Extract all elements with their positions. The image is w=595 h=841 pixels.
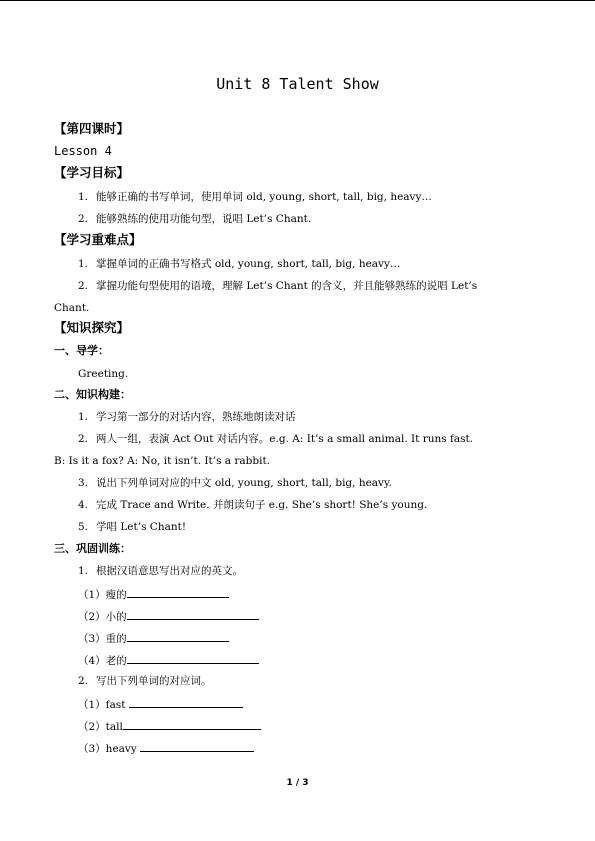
answer-blank[interactable]	[127, 586, 229, 598]
build-text: 说出下列单词对应的中文 old, young, short, tall, big, heavy.	[96, 477, 392, 489]
goal-num: 2.	[78, 213, 89, 225]
key-point-item-2	[78, 279, 477, 293]
answer-blank[interactable]	[140, 740, 254, 752]
lesson-label: Lesson 4	[54, 144, 112, 158]
answer-blank[interactable]	[127, 630, 229, 642]
build-item-2	[78, 432, 473, 446]
build-item-1	[78, 410, 296, 424]
page-title: Unit 8 Talent Show	[216, 75, 379, 93]
goal-text: 能够熟练的使用功能句型，说唱 Let’s Chant.	[96, 213, 312, 225]
goal-item-1	[78, 190, 432, 204]
fill-label: （3）重的	[78, 633, 127, 645]
build-text: 学唱 Let’s Chant!	[96, 521, 187, 533]
fill-label: （1）fast	[78, 699, 126, 711]
answer-blank[interactable]	[127, 652, 259, 664]
period-heading: 【第四课时】	[54, 121, 130, 136]
key-points-heading: 【学习重难点】	[54, 232, 142, 247]
fill-label: （1）瘦的	[78, 589, 127, 601]
key-point-num: 2.	[78, 280, 89, 292]
practice-task-1	[78, 564, 243, 578]
key-point-text: 掌握单词的正确书写格式 old, young, short, tall, big, heavy…	[96, 258, 401, 270]
fill-item	[78, 608, 259, 624]
fill-label: （2）小的	[78, 611, 127, 623]
build-num: 1.	[78, 411, 89, 423]
task-num: 2.	[78, 675, 89, 687]
guide-heading: 一、导学：	[54, 344, 109, 357]
build-text: 两人一组，表演 Act Out 对话内容。e.g. A: It’s a small animal. It runs fast.	[96, 433, 474, 445]
build-num: 2.	[78, 433, 89, 445]
explore-heading: 【知识探究】	[54, 320, 130, 335]
key-point-text: 掌握功能句型使用的语境，理解 Let’s Chant 的含义，并且能够熟练的说唱 Let’s	[96, 280, 478, 292]
fill-item	[78, 696, 243, 712]
fill-item	[78, 630, 229, 646]
build-item-4	[78, 498, 427, 512]
goal-text: 能够正确的书写单词，使用单词 old, young, short, tall, big, heavy…	[96, 191, 432, 203]
answer-blank[interactable]	[123, 718, 261, 730]
build-num: 3.	[78, 477, 89, 489]
guide-text: Greeting.	[78, 368, 129, 380]
build-heading: 二、知识构建：	[54, 388, 131, 401]
task-num: 1.	[78, 565, 89, 577]
goal-item-2	[78, 212, 311, 226]
key-point-item-1	[78, 257, 400, 271]
task-text: 根据汉语意思写出对应的英文。	[96, 565, 243, 577]
build-continuation: B: Is it a fox? A: No, it isn’t. It’s a rabbit.	[54, 455, 271, 467]
build-text: 学习第一部分的对话内容，熟练地朗读对话	[96, 411, 296, 423]
practice-heading: 三、巩固训练：	[54, 542, 131, 555]
build-item-5	[78, 520, 186, 534]
fill-label: （2）tall	[78, 721, 123, 733]
fill-item	[78, 718, 261, 734]
fill-label: （3）heavy	[78, 743, 137, 755]
top-rule	[0, 0, 595, 1]
fill-item	[78, 586, 229, 602]
build-num: 5.	[78, 521, 89, 533]
goals-heading: 【学习目标】	[54, 165, 130, 180]
page-number: 1 / 3	[286, 778, 309, 788]
key-point-continuation: Chant.	[54, 302, 90, 314]
key-point-num: 1.	[78, 258, 89, 270]
task-text: 写出下列单词的对应词。	[96, 675, 212, 687]
build-text: 完成 Trace and Write. 并朗读句子 e.g. She’s short! She’s young.	[96, 499, 428, 511]
goal-num: 1.	[78, 191, 89, 203]
fill-item	[78, 652, 259, 668]
build-num: 4.	[78, 499, 89, 511]
fill-label: （4）老的	[78, 655, 127, 667]
practice-task-2	[78, 674, 212, 688]
build-item-3	[78, 476, 392, 490]
answer-blank[interactable]	[127, 608, 259, 620]
fill-item	[78, 740, 254, 756]
answer-blank[interactable]	[129, 696, 243, 708]
